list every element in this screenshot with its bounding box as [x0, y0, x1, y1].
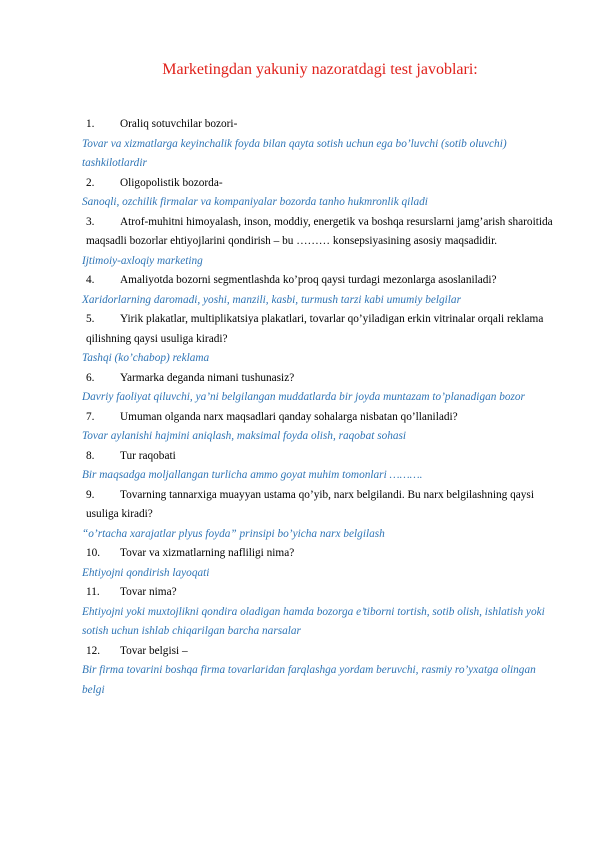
question-text: Amaliyotda bozorni segmentlashda ko’proq qaysi turdagi mezonlarga asoslaniladi? — [120, 274, 497, 286]
question-item — [86, 486, 556, 525]
question-item — [86, 369, 556, 389]
question-number: 9. — [86, 488, 95, 501]
answer-text: Tashqi (ko’chabop) reklama — [82, 352, 210, 364]
question-item — [86, 271, 556, 291]
question-text: Oraliq sotuvchilar bozori- — [120, 118, 238, 130]
question-text: Umuman olganda narx maqsadlari qanday sohalarga nisbatan qo’llaniladi? — [120, 410, 458, 423]
question-item — [86, 583, 556, 603]
question-number: 7. — [86, 410, 95, 423]
question-text: Tovar va xizmatlarning nafliligi nima? — [120, 547, 295, 559]
question-item — [86, 213, 556, 252]
question-item — [86, 447, 556, 467]
answer-text: Bir maqsadga moljallangan turlicha ammo goyat muhim tomonlari ………. — [82, 469, 423, 481]
answer-text: Xaridorlarning daromadi, yoshi, manzili, kasbi, turmush tarzi kabi umumiy belgilar — [82, 293, 461, 306]
question-text: Tur raqobati — [120, 449, 176, 462]
question-number: 11. — [86, 586, 100, 598]
question-number: 12. — [86, 644, 101, 657]
answer-text: Bir firma tovarini boshqa firma tovarlaridan farqlashga yordam beruvchi, rasmiy ro’yxatga olingan belgi — [82, 664, 536, 696]
question-text: Oligopolistik bozorda- — [120, 176, 223, 189]
question-item — [86, 408, 556, 428]
question-text: Yirik plakatlar, multiplikatsiya plakatlari, tovarlar qo’yiladigan erkin vitrinalar orqali reklama qilishning qaysi usuliga kiradi? — [86, 313, 544, 345]
answer-text: Tovar aylanishi hajmini aniqlash, maksimal foyda olish, raqobat sohasi — [82, 430, 407, 442]
answer-text: Tovar va xizmatlarga keyinchalik foyda bilan qayta sotish uchun ega bo’luvchi (sotib oluvchi) tashkilotlardir — [82, 137, 507, 169]
answer-text: Ehtiyojni qondirish layoqati — [82, 566, 210, 579]
answer-text: Ehtiyojni yoki muxtojlikni qondira oladigan hamda bozorga e’tiborni tortish, sotib olish, ishlatish yoki sotish uchun ishlab chiqarilgan barcha narsalar — [82, 605, 545, 637]
answer-text: Davriy faoliyat qiluvchi, ya’ni belgilangan muddatlarda bir joyda muntazam to’planadigan bozor — [82, 391, 525, 403]
question-text: Atrof-muhitni himoyalash, inson, moddiy, energetik va boshqa resurslarni jamg’arish sharoitida maqsadli bozorlar ehtiyojlarini qondirish – bu ……… konsepsiyasining asosiy maqsadidir. — [86, 215, 553, 247]
question-item — [86, 544, 556, 564]
question-text: Tovar nima? — [120, 586, 177, 598]
question-number: 10. — [86, 547, 101, 559]
question-item — [86, 310, 556, 349]
answer-text: Sanoqli, ozchilik firmalar va kompaniyalar bozorda tanho hukmronlik qiladi — [82, 196, 428, 208]
question-text: Yarmarka deganda nimani tushunasiz? — [120, 371, 295, 384]
qa-list — [82, 115, 556, 700]
answer-text: “o’rtacha xarajatlar plyus foyda” prinsipi bo’yicha narx belgilash — [82, 527, 385, 540]
question-text: Tovarning tannarxiga muayyan ustama qo’yib, narx belgilandi. Bu narx belgilashning qaysi usuliga kiradi? — [86, 488, 534, 520]
question-item — [86, 115, 556, 135]
question-number: 2. — [86, 176, 95, 189]
question-number: 4. — [86, 274, 95, 286]
question-text: Tovar belgisi – — [120, 644, 188, 657]
question-number: 8. — [86, 449, 95, 462]
answer-text: Ijtimoiy-axloqiy marketing — [82, 254, 203, 267]
question-item — [86, 642, 556, 662]
question-number: 6. — [86, 371, 95, 384]
question-number: 3. — [86, 215, 95, 228]
question-item — [86, 174, 556, 194]
question-number: 5. — [86, 313, 95, 325]
question-number: 1. — [86, 118, 95, 130]
document-title: Marketingdan yakuniy nazoratdagi test javoblari: — [162, 61, 478, 78]
